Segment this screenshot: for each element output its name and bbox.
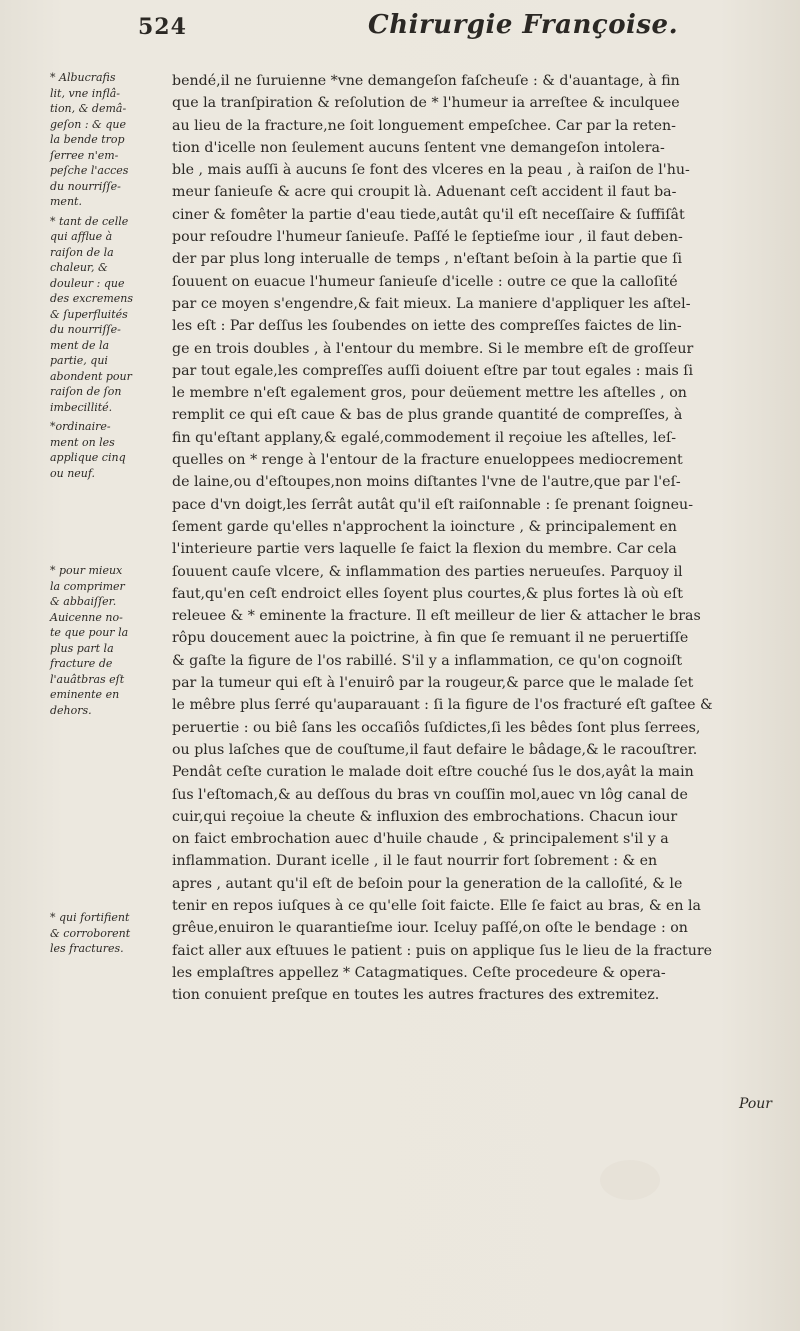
running-title: Chirurgie Françoise. xyxy=(368,10,679,40)
text-line: quelles on * renge à l'entour de la fracture enueloppees mediocrement xyxy=(172,452,683,469)
text-line: fin qu'eſtant applany,& egalé,commodement il reçoiue les aſtelles, leſ- xyxy=(172,429,677,446)
text-line: releuee & * eminente la fracture. Il eſt meilleur de lier & attacher le bras xyxy=(172,608,701,625)
text-line: pour reſoudre l'humeur ſanieuſe. Paſſé le ſeptieſme iour , il faut deben- xyxy=(172,229,683,246)
page-number: 524 xyxy=(138,14,187,40)
text-line: faict aller aux eſtuues le patient : puis on applique ſus le lieu de la fracture xyxy=(172,942,713,959)
page-header xyxy=(0,10,800,50)
text-line: que la tranſpiration & reſolution de * l'humeur ia arreſtee & inculquee xyxy=(172,95,680,112)
text-line: inflammation. Durant icelle , il le faut nourrir fort ſobrement : & en xyxy=(172,853,658,870)
text-line: remplit ce qui eſt caue & bas de plus grande quantité de compreſſes, à xyxy=(172,407,683,424)
text-line: tion conuient preſque en toutes les autres fractures des extremitez. xyxy=(172,987,660,1004)
margin-notes xyxy=(50,70,168,957)
text-line: bendé,il ne ſuruienne *vne demangeſon faſcheuſe : & d'auantage, à fin xyxy=(172,73,680,89)
text-line: Pendât ceſte curation le malade doit eſtre couché ſus le dos,ayât la main xyxy=(172,764,694,781)
text-line: tion d'icelle non ſeulement aucuns ſentent vne demangeſon intolera- xyxy=(172,139,665,156)
text-line: par la tumeur qui eſt à l'enuirô par la rougeur,& parce que le malade ſet xyxy=(172,675,694,692)
text-line: ſouuent on euacue l'humeur ſanieuſe d'icelle : outre ce que la calloſité xyxy=(172,273,678,290)
paper-stain xyxy=(600,1160,660,1200)
body-text xyxy=(172,70,790,1006)
text-line: les emplaſtres appellez * Catagmatiques. Ceſte procedeure & opera- xyxy=(172,964,666,981)
text-line: tenir en repos iuſques à ce qu'elle ſoit faicte. Elle ſe faict au bras, & en la xyxy=(172,897,702,914)
text-line: & gaſte la figure de l'os rabillé. S'il y a inflammation, ce qu'on cognoiſt xyxy=(172,652,683,669)
text-line: faut,qu'en ceſt endroict elles ſoyent plus courtes,& plus fortes là où eſt xyxy=(172,585,683,602)
margin-note: *ordinaire- ment on les applique cinq ou neuf. xyxy=(50,420,126,480)
text-line: pace d'vn doigt,les ſerrât autât qu'il eſt raiſonnable : ſe prenant ſoigneu- xyxy=(172,496,693,513)
text-line: par ce moyen s'engendre,& fait mieux. La maniere d'appliquer les aſtel- xyxy=(172,295,691,312)
text-line: meur ſanieuſe & acre qui croupit là. Aduenant ceſt accident il faut ba- xyxy=(172,184,677,201)
text-line: apres , autant qu'il eſt de beſoin pour la generation de la calloſité, & le xyxy=(172,875,683,892)
text-line: ſus l'eſtomach,& au deſſous du bras vn couſſin mol,auec vn lôg canal de xyxy=(172,786,688,803)
text-line: der par plus long interualle de temps , n'eſtant beſoin à la partie que ſi xyxy=(172,251,683,268)
margin-note: * pour mieux la comprimer & abbaiſſer. Auicenne no- te que pour la plus part la fracture de l'auâtbras eſt eminente en dehors. xyxy=(50,564,129,717)
text-line: ble , mais auſſi à aucuns ſe font des vlceres en la peau , à raiſon de l'hu- xyxy=(172,162,690,179)
text-line: rôpu doucement auec la poictrine, à fin que ſe remuant il ne peruertiſſe xyxy=(172,630,689,647)
text-line: ou plus laſches que de couſtume,il faut defaire le bâdage,& le racouſtrer. xyxy=(172,741,698,758)
text-line: grêue,enuiron le quarantieſme iour. Iceluy paſſé,on oſte le bendage : on xyxy=(172,920,688,937)
text-line: l'interieure partie vers laquelle ſe faict la flexion du membre. Car cela xyxy=(172,541,677,558)
text-line: ſement garde qu'elles n'approchent la ioincture , & principalement en xyxy=(172,518,677,535)
margin-note: * Albucrafis lit, vne inflâ- tion, & demâ- geſon : & que la bende trop ſerree n'em- peſche l'acces du nourriſſe- ment. xyxy=(50,71,129,208)
text-line: ge en trois doubles , à l'entour du membre. Si le membre eſt de groſſeur xyxy=(172,340,694,357)
text-line: peruertie : ou biê ſans les occaſiôs ſuſdictes,ſi les bêdes ſont plus ſerrees, xyxy=(172,719,701,736)
text-line: ſouuent cauſe vlcere, & inflammation des parties nerueuſes. Parquoy il xyxy=(172,563,683,580)
text-line: ciner & fomêter la partie d'eau tiede,autât qu'il eſt neceſſaire & ſuffiſât xyxy=(172,206,685,223)
text-line: on faict embrochation auec d'huile chaude , & principalement s'il y a xyxy=(172,831,669,848)
text-line: par tout egale,les compreſſes auſſi doiuent eſtre par tout egales : mais ſi xyxy=(172,362,694,379)
margin-note: * qui fortifient & corroborent les fractures. xyxy=(50,911,131,955)
text-line: cuir,qui reçoiue la cheute & influxion des embrochations. Chacun iour xyxy=(172,808,678,825)
text-line: le membre n'eſt egalement gros, pour deüement mettre les aſtelles , on xyxy=(172,385,687,402)
text-line: de laine,ou d'eſtoupes,non moins diſtantes l'vne de l'autre,que par l'eſ- xyxy=(172,474,681,491)
catchword: Pour xyxy=(739,1096,772,1112)
text-line: au lieu de la fracture,ne ſoit longuement empeſchee. Car par la reten- xyxy=(172,117,676,134)
text-line: les eſt : Par deſſus les ſoubendes on iette des compreſſes faictes de lin- xyxy=(172,318,682,335)
margin-note: * tant de celle qui afflue à raiſon de la chaleur, & douleur : que des excremens & ſuperfluités du nourriſſe- ment de la partie, qui abondent pour raiſon de ſon imbecillité. xyxy=(50,214,134,414)
text-line: le mêbre plus ſerré qu'auparauant : ſi la figure de l'os fracturé eſt gaſtee & xyxy=(172,697,713,714)
